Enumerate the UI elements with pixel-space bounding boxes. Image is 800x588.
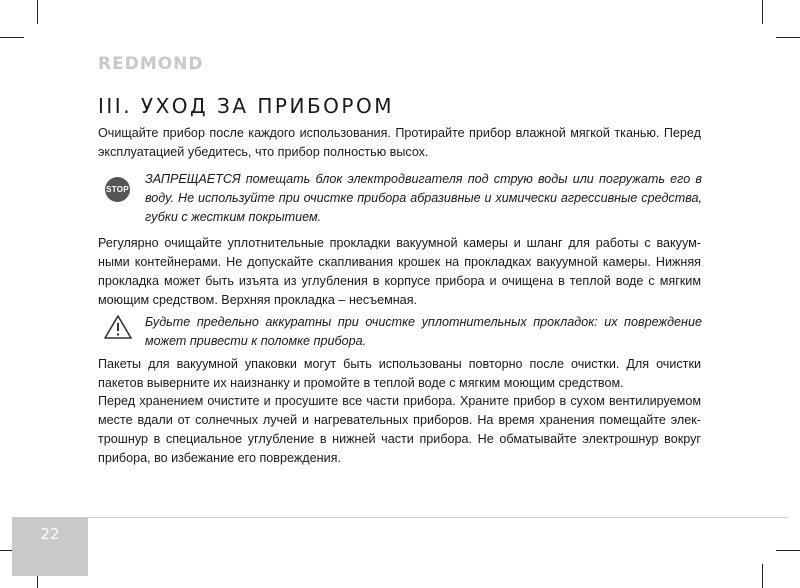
warning-note-text: Будьте предельно аккуратны при очистке уплотнительных прокладок: их повреждение может привести к поломке прибора. xyxy=(145,315,702,348)
crop-mark xyxy=(776,37,800,38)
brand-logo: REDMOND xyxy=(98,54,204,74)
crop-mark xyxy=(762,0,763,24)
section-title: III. УХОД ЗА ПРИБОРОМ xyxy=(98,94,394,118)
stop-icon: STOP xyxy=(105,177,130,202)
paragraph-cleaning: Очищайте прибор после каждого использования. Протирайте прибор влажной мягкой тканью. Перед эксплуатацией убедитесь, что прибор полностью высох. xyxy=(98,126,701,159)
page-number-box xyxy=(12,517,88,576)
paragraph-bags: Пакеты для вакуумной упаковки могут быть использованы повторно после очистки. Для очистки пакетов выверните их наизнанку и промойте в теплой воде с мягким моющим средством. xyxy=(98,357,701,390)
stop-note-text: ЗАПРЕЩАЕТСЯ помещать блок электродвигателя под струю воды или погружать его в воду. Не используйте при очистке прибора абразивные и химически агрессивные средства, губки с жестким покрытием. xyxy=(145,172,702,224)
crop-mark xyxy=(0,37,24,38)
footer-divider xyxy=(88,517,788,518)
crop-mark xyxy=(762,564,763,588)
page-number: 22 xyxy=(40,525,60,543)
warning-triangle-icon xyxy=(103,314,133,340)
crop-mark xyxy=(776,550,800,551)
paragraph-gaskets: Регулярно очищайте уплотнительные прокладки вакуумной камеры и шланг для работы с вакуумными контейнерами. Не допускайте скапливания крошек на прокладках вакуумной камеры. Нижняя прокладка может быть изъята из углубления в корпусе прибора и очищена в теплой воде с мягким моющим средством. Верхняя прокладка – несъемная. xyxy=(98,236,701,307)
paragraph-storage: Перед хранением очистите и просушите все части прибора. Храните прибор в сухом вентилируемом месте вдали от солнечных лучей и нагревательных приборов. На время хранения помещайте электрошнур в специальное углубление в нижней части прибора. Не обматывайте электрошнур вокруг прибора, во избежание его повреждения. xyxy=(98,394,701,465)
crop-mark xyxy=(37,0,38,24)
